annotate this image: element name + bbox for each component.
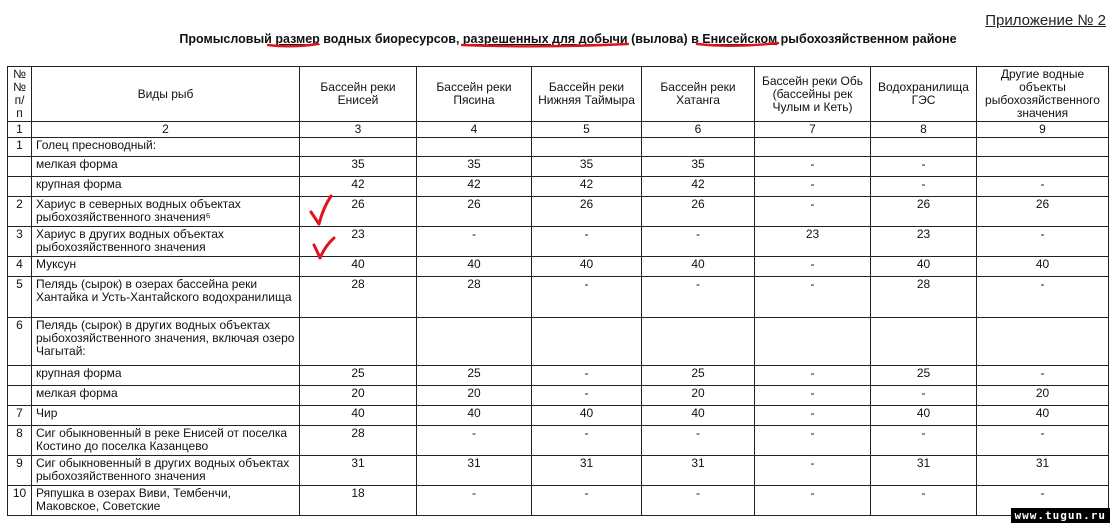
size-value-cell bbox=[642, 318, 755, 366]
size-value-cell: 20 bbox=[642, 386, 755, 406]
index-cell: 4 bbox=[417, 122, 532, 138]
species-cell: Сиг обыкновенный в реке Енисей от поселка Костино до поселка Казанцево bbox=[32, 426, 300, 456]
index-row bbox=[8, 122, 1109, 138]
size-value-cell: - bbox=[532, 386, 642, 406]
species-cell: крупная форма bbox=[32, 177, 300, 197]
species-cell: Чир bbox=[32, 406, 300, 426]
row-number-cell: 10 bbox=[8, 486, 32, 516]
size-value-cell: 31 bbox=[642, 456, 755, 486]
size-value-cell bbox=[300, 138, 417, 157]
title-part: Промысловый bbox=[179, 32, 276, 46]
table-row bbox=[8, 197, 1109, 227]
fish-size-table bbox=[7, 66, 1109, 516]
size-value-cell: 42 bbox=[300, 177, 417, 197]
table-row bbox=[8, 177, 1109, 197]
size-value-cell: 31 bbox=[871, 456, 977, 486]
index-cell: 1 bbox=[8, 122, 32, 138]
size-value-cell: 28 bbox=[300, 426, 417, 456]
size-value-cell: - bbox=[977, 426, 1109, 456]
size-value-cell: - bbox=[755, 406, 871, 426]
size-value-cell: 35 bbox=[532, 157, 642, 177]
size-value-cell: - bbox=[755, 257, 871, 277]
size-value-cell: - bbox=[532, 486, 642, 516]
row-number-cell bbox=[8, 366, 32, 386]
table-row bbox=[8, 227, 1109, 257]
watermark: www.tugun.ru bbox=[1011, 508, 1110, 523]
size-value-cell: 26 bbox=[532, 197, 642, 227]
index-cell: 9 bbox=[977, 122, 1109, 138]
size-value-cell: 40 bbox=[417, 406, 532, 426]
size-value-cell: 28 bbox=[871, 277, 977, 318]
col-header-yenisei: Бассейн реки Енисей bbox=[300, 67, 417, 122]
row-number-cell: 9 bbox=[8, 456, 32, 486]
table-row bbox=[8, 138, 1109, 157]
title-part: (вылова) в bbox=[627, 32, 703, 46]
size-value-cell bbox=[532, 318, 642, 366]
size-value-cell: - bbox=[977, 227, 1109, 257]
size-value-cell: 40 bbox=[300, 257, 417, 277]
col-header-number: № № п/п bbox=[8, 67, 32, 122]
title-part: рыбохозяйственном районе bbox=[777, 32, 957, 46]
table-row bbox=[8, 277, 1109, 318]
table-row bbox=[8, 426, 1109, 456]
size-value-cell: 25 bbox=[871, 366, 977, 386]
size-value-cell: 40 bbox=[642, 406, 755, 426]
col-header-other-waters: Другие водные объекты рыбохозяйственного значения bbox=[977, 67, 1109, 122]
appendix-label: Приложение № 2 bbox=[985, 12, 1106, 29]
size-value-cell: - bbox=[977, 486, 1109, 516]
size-value-cell: 23 bbox=[300, 227, 417, 257]
title-part-underlined: разрешенных для добычи bbox=[462, 32, 628, 46]
index-cell: 5 bbox=[532, 122, 642, 138]
col-header-ob: Бассейн реки Обь (бассейны рек Чулым и Кеть) bbox=[755, 67, 871, 122]
species-cell: мелкая форма bbox=[32, 157, 300, 177]
row-number-cell: 7 bbox=[8, 406, 32, 426]
size-value-cell: - bbox=[532, 227, 642, 257]
size-value-cell: 26 bbox=[417, 197, 532, 227]
size-value-cell: - bbox=[532, 366, 642, 386]
size-value-cell bbox=[977, 138, 1109, 157]
size-value-cell: - bbox=[755, 277, 871, 318]
size-value-cell: 31 bbox=[417, 456, 532, 486]
species-cell: мелкая форма bbox=[32, 386, 300, 406]
species-cell: Пелядь (сырок) в других водных объектах рыбохозяйственного значения, включая озеро Чагытай: bbox=[32, 318, 300, 366]
size-value-cell: 35 bbox=[417, 157, 532, 177]
size-value-cell: - bbox=[642, 277, 755, 318]
species-cell: Голец пресноводный: bbox=[32, 138, 300, 157]
size-value-cell: 26 bbox=[977, 197, 1109, 227]
size-value-cell: 40 bbox=[417, 257, 532, 277]
size-value-cell: 31 bbox=[977, 456, 1109, 486]
size-value-cell: - bbox=[977, 366, 1109, 386]
size-value-cell: - bbox=[532, 277, 642, 318]
species-cell: Пелядь (сырок) в озерах бассейна реки Хантайка и Усть-Хантайского водохранилища bbox=[32, 277, 300, 318]
size-value-cell: - bbox=[417, 426, 532, 456]
size-value-cell: 35 bbox=[642, 157, 755, 177]
size-value-cell bbox=[300, 318, 417, 366]
size-value-cell: 26 bbox=[871, 197, 977, 227]
title-part: водных биоресурсов, bbox=[319, 32, 463, 46]
col-header-lower-taimyra: Бассейн реки Нижняя Таймыра bbox=[532, 67, 642, 122]
size-value-cell: - bbox=[642, 486, 755, 516]
species-cell: Хариус в северных водных объектах рыбохозяйственного значения⁶ bbox=[32, 197, 300, 227]
size-value-cell: 31 bbox=[532, 456, 642, 486]
row-number-cell: 6 bbox=[8, 318, 32, 366]
size-value-cell: 26 bbox=[642, 197, 755, 227]
size-value-cell bbox=[417, 138, 532, 157]
species-cell: Сиг обыкновенный в других водных объектах рыбохозяйственного значения bbox=[32, 456, 300, 486]
size-value-cell: 25 bbox=[417, 366, 532, 386]
table-row bbox=[8, 318, 1109, 366]
species-cell: Хариус в других водных объектах рыбохозяйственного значения bbox=[32, 227, 300, 257]
document-title bbox=[0, 32, 1116, 46]
size-value-cell: 40 bbox=[300, 406, 417, 426]
size-value-cell: 20 bbox=[417, 386, 532, 406]
size-value-cell: 40 bbox=[871, 406, 977, 426]
index-cell: 6 bbox=[642, 122, 755, 138]
size-value-cell: - bbox=[755, 386, 871, 406]
size-value-cell: - bbox=[755, 366, 871, 386]
size-value-cell bbox=[755, 138, 871, 157]
size-value-cell: 40 bbox=[642, 257, 755, 277]
index-cell: 7 bbox=[755, 122, 871, 138]
size-value-cell: 40 bbox=[871, 257, 977, 277]
size-value-cell: - bbox=[755, 426, 871, 456]
table-row bbox=[8, 406, 1109, 426]
size-value-cell: 25 bbox=[642, 366, 755, 386]
size-value-cell: 26 bbox=[300, 197, 417, 227]
size-value-cell: - bbox=[755, 486, 871, 516]
size-value-cell bbox=[755, 318, 871, 366]
size-value-cell: - bbox=[871, 426, 977, 456]
species-cell: Ряпушка в озерах Виви, Тембенчи, Маковское, Советские bbox=[32, 486, 300, 516]
size-value-cell: - bbox=[642, 426, 755, 456]
col-header-pyasina: Бассейн реки Пясина bbox=[417, 67, 532, 122]
size-value-cell: - bbox=[532, 426, 642, 456]
size-value-cell bbox=[977, 318, 1109, 366]
table-body bbox=[8, 138, 1109, 516]
size-value-cell: - bbox=[977, 177, 1109, 197]
size-value-cell: 28 bbox=[417, 277, 532, 318]
size-value-cell: 20 bbox=[300, 386, 417, 406]
row-number-cell bbox=[8, 386, 32, 406]
size-value-cell bbox=[871, 138, 977, 157]
col-header-species: Виды рыб bbox=[32, 67, 300, 122]
size-value-cell: 42 bbox=[532, 177, 642, 197]
size-value-cell: - bbox=[755, 157, 871, 177]
size-value-cell bbox=[532, 138, 642, 157]
size-value-cell: - bbox=[755, 456, 871, 486]
size-value-cell: - bbox=[871, 386, 977, 406]
size-value-cell: 35 bbox=[300, 157, 417, 177]
size-value-cell: 23 bbox=[871, 227, 977, 257]
size-value-cell: - bbox=[871, 157, 977, 177]
index-cell: 8 bbox=[871, 122, 977, 138]
table-row bbox=[8, 456, 1109, 486]
table-row bbox=[8, 157, 1109, 177]
table-row bbox=[8, 257, 1109, 277]
row-number-cell: 2 bbox=[8, 197, 32, 227]
size-value-cell: 40 bbox=[977, 406, 1109, 426]
size-value-cell: - bbox=[755, 177, 871, 197]
size-value-cell: - bbox=[977, 277, 1109, 318]
size-value-cell: - bbox=[755, 197, 871, 227]
size-value-cell: 31 bbox=[300, 456, 417, 486]
size-value-cell: - bbox=[417, 486, 532, 516]
index-cell: 3 bbox=[300, 122, 417, 138]
size-value-cell: 40 bbox=[532, 406, 642, 426]
table-row bbox=[8, 366, 1109, 386]
row-number-cell: 1 bbox=[8, 138, 32, 157]
size-value-cell bbox=[871, 318, 977, 366]
table-row bbox=[8, 486, 1109, 516]
index-cell: 2 bbox=[32, 122, 300, 138]
size-value-cell: 42 bbox=[417, 177, 532, 197]
species-cell: крупная форма bbox=[32, 366, 300, 386]
col-header-reservoirs: Водохранилища ГЭС bbox=[871, 67, 977, 122]
size-value-cell: - bbox=[642, 227, 755, 257]
size-value-cell bbox=[977, 157, 1109, 177]
title-part-underlined: Енисейском bbox=[702, 32, 778, 46]
size-value-cell: 28 bbox=[300, 277, 417, 318]
col-header-khatanga: Бассейн реки Хатанга bbox=[642, 67, 755, 122]
header-row bbox=[8, 67, 1109, 122]
row-number-cell bbox=[8, 177, 32, 197]
row-number-cell: 5 bbox=[8, 277, 32, 318]
size-value-cell: - bbox=[871, 486, 977, 516]
size-value-cell: 23 bbox=[755, 227, 871, 257]
size-value-cell: 20 bbox=[977, 386, 1109, 406]
size-value-cell bbox=[642, 138, 755, 157]
size-value-cell: 25 bbox=[300, 366, 417, 386]
size-value-cell bbox=[417, 318, 532, 366]
size-value-cell: 40 bbox=[532, 257, 642, 277]
title-part-underlined: размер bbox=[275, 32, 320, 46]
size-value-cell: - bbox=[871, 177, 977, 197]
size-value-cell: 18 bbox=[300, 486, 417, 516]
row-number-cell: 4 bbox=[8, 257, 32, 277]
row-number-cell: 3 bbox=[8, 227, 32, 257]
table-row bbox=[8, 386, 1109, 406]
species-cell: Муксун bbox=[32, 257, 300, 277]
size-value-cell: 40 bbox=[977, 257, 1109, 277]
row-number-cell bbox=[8, 157, 32, 177]
row-number-cell: 8 bbox=[8, 426, 32, 456]
size-value-cell: 42 bbox=[642, 177, 755, 197]
size-value-cell: - bbox=[417, 227, 532, 257]
